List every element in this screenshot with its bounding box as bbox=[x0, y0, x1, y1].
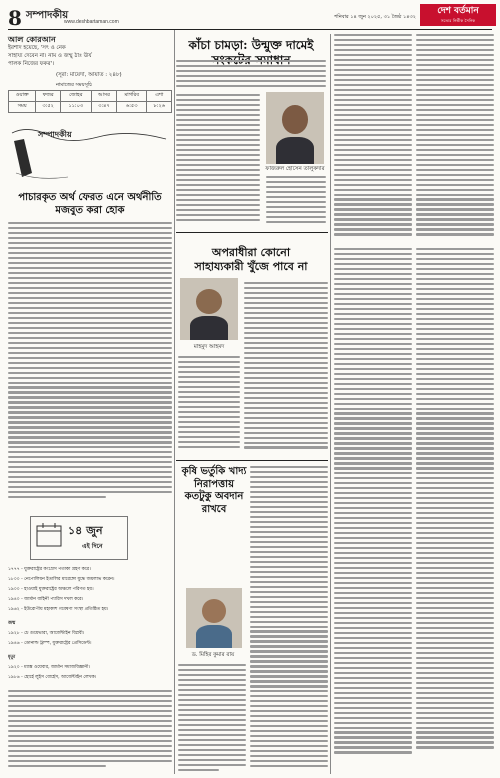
article-body bbox=[8, 690, 172, 774]
on-this-day-caption: এই দিনে bbox=[82, 543, 103, 550]
article-author: ড. মিহির কুমার রায় bbox=[191, 652, 235, 658]
logo-text: দেশ বর্তমান bbox=[437, 6, 479, 16]
table-cell: এশা bbox=[147, 91, 172, 102]
event-item: ১৭৭৭ - যুক্তরাষ্ট্রের কংগ্রেস পতাকা গ্রহণ করে। bbox=[8, 567, 91, 572]
editorial-section-title: সম্পাদকীয় bbox=[38, 130, 72, 139]
table-cell: আসর bbox=[91, 91, 116, 102]
column-divider bbox=[174, 30, 175, 774]
article-body bbox=[334, 248, 412, 774]
hadith-line: পালক নিজের ফকর'। bbox=[8, 61, 55, 67]
table-cell: ১১:০৩ bbox=[60, 102, 91, 113]
hadith-title: আল কোরআন bbox=[8, 35, 56, 44]
article-author: মাহমুদ আহমদ bbox=[193, 344, 225, 350]
article-body bbox=[266, 176, 326, 226]
masthead-divider bbox=[8, 29, 492, 30]
table-cell: ওয়াক্ত bbox=[9, 91, 36, 102]
editorial-banner-art bbox=[8, 123, 170, 185]
table-cell: ৩:৪৭ bbox=[91, 102, 116, 113]
table-cell: ফজর bbox=[36, 91, 60, 102]
event-item: ১৯২৮ - চে গুয়েভারা, আর্জেন্টাইন বিপ্লবী। bbox=[8, 631, 85, 636]
event-item: ১৯৪০ - জার্মান বাহিনী প্যারিস দখল করে। bbox=[8, 597, 84, 602]
on-this-day-date: ১৪ জুন bbox=[68, 524, 103, 537]
table-row bbox=[9, 91, 172, 102]
newspaper-logo[interactable] bbox=[420, 4, 496, 26]
website-link[interactable]: www.deshbartaman.com bbox=[64, 19, 119, 25]
article-body bbox=[178, 356, 240, 454]
logo-tagline: সত্যের নির্ভীক সৈনিক bbox=[440, 18, 476, 23]
author-photo bbox=[180, 278, 238, 340]
event-item: ১৯৪৬ - ডোনাল্ড ট্রাম্প, যুক্তরাষ্ট্রের প্রেসিডেন্ট। bbox=[8, 641, 92, 646]
table-row bbox=[9, 102, 172, 113]
table-cell: মাগরিব bbox=[117, 91, 147, 102]
article-divider bbox=[176, 460, 328, 461]
article-body bbox=[334, 34, 412, 239]
calendar-icon bbox=[34, 520, 64, 550]
author-photo bbox=[266, 92, 324, 164]
event-heading: মৃত্যু bbox=[8, 655, 16, 660]
hadith-line: ইরশাদ হয়েছে, 'সৎ ও নেক bbox=[8, 45, 66, 51]
article-divider bbox=[176, 232, 328, 233]
article-body bbox=[8, 222, 172, 504]
article-headline[interactable]: কৃষি ভর্তুকি খাদ্য নিরাপত্তায় কতটুকু অবদান রাখবে bbox=[181, 466, 247, 515]
event-heading: জন্ম bbox=[8, 621, 16, 626]
article-body bbox=[250, 466, 328, 774]
event-item: ১৮০০ - নেপোলিয়ন ইতালির মারেঙ্গো যুদ্ধে জয়লাভ করেন। bbox=[8, 577, 115, 582]
article-headline[interactable]: কাঁচা চামড়া: উন্মুক্ত দামেই bbox=[188, 38, 314, 52]
author-photo bbox=[186, 588, 242, 648]
page-number: 8 bbox=[8, 6, 22, 30]
article-author: ফাজরুল হোসেন তালুকদার bbox=[265, 166, 325, 172]
article-body bbox=[176, 60, 326, 90]
prayer-times-table bbox=[8, 90, 172, 113]
article-headline[interactable]: অপরাধীরা কোনো সাহায্যকারী খুঁজে পাবে না bbox=[194, 246, 308, 273]
hadith-source: (সূরা: মায়েদা, আয়াত : ২৪৮) bbox=[56, 72, 122, 78]
article-body bbox=[416, 34, 494, 239]
event-item: ১৯২০ - ম্যাক্স ওয়েবার, জার্মান সমাজবিজ্ঞানী। bbox=[8, 665, 90, 670]
section-label: সম্পাদকীয় bbox=[26, 10, 69, 21]
table-cell: ৬:৫৩ bbox=[117, 102, 147, 113]
table-cell: সময় bbox=[9, 102, 36, 113]
event-item: ১৯৬২ - ইউরোপীয় মহাকাশ গবেষণা সংস্থা প্রতিষ্ঠিত হয়। bbox=[8, 607, 109, 612]
prayer-times-caption: নামাজের সময়সূচি bbox=[56, 82, 92, 88]
publication-date: শনিবার ১৪ জুন ২০২৫, ৩১ জৈষ্ঠ ১৪৩২ bbox=[334, 14, 416, 20]
hadith-line: সাহায্য দেবেন না। নাম ও জম্মু ঠাঃ ঊর্য bbox=[8, 53, 92, 59]
table-cell: ৩:৫২ bbox=[36, 102, 60, 113]
article-body bbox=[178, 664, 246, 774]
article-headline[interactable]: পাচারকৃত অর্থ ফেরত এনে অর্থনীতি মজবুত করা হোক bbox=[18, 192, 162, 216]
article-body bbox=[416, 248, 494, 774]
event-item: ১৯৮৬ - হোর্হে লুইস বোর্হেস, আর্জেন্টাইন লেখক। bbox=[8, 675, 97, 680]
table-cell: জোহর bbox=[60, 91, 91, 102]
article-body bbox=[244, 282, 328, 454]
article-body bbox=[176, 94, 260, 226]
event-item: ১৯০০ - হাওয়াই যুক্তরাষ্ট্রের অঞ্চলে পরিণত হয়। bbox=[8, 587, 94, 592]
column-divider bbox=[330, 34, 331, 774]
table-cell: ৮:২৬ bbox=[147, 102, 172, 113]
